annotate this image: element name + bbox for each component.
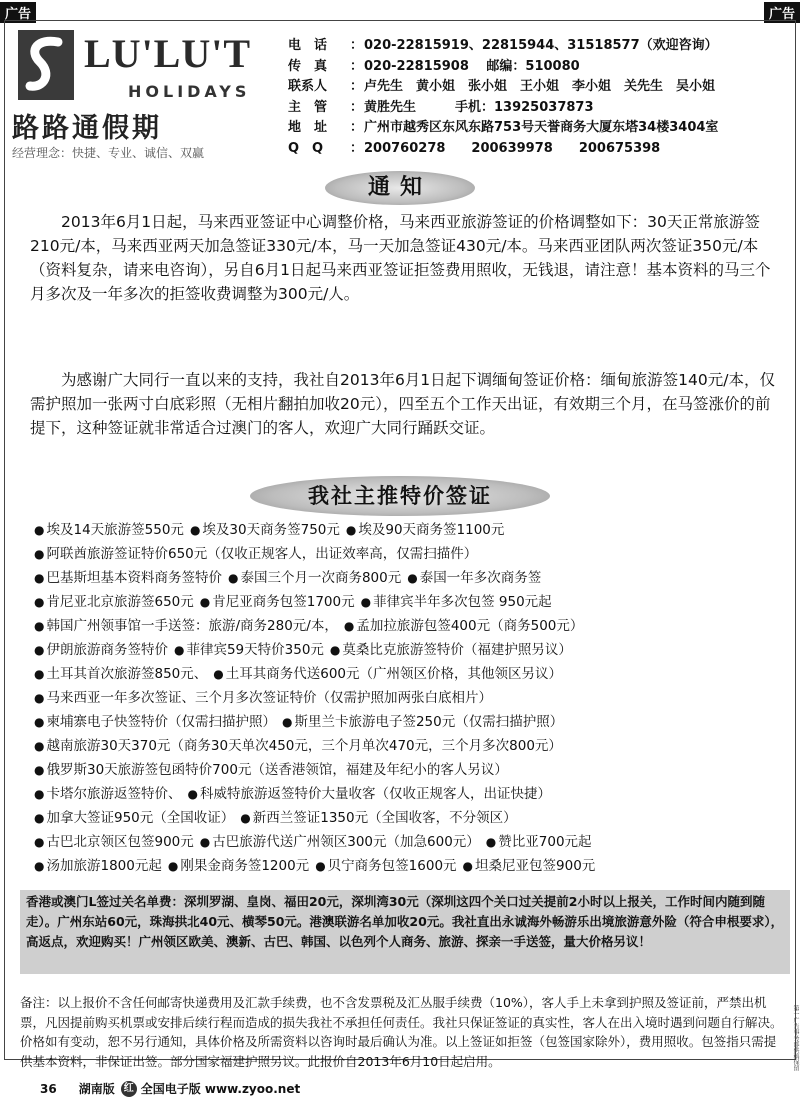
special-visa-item: 汤加旅游1800元起 [46,858,162,874]
special-visa-item: 泰国一年多次商务签 [419,570,542,586]
special-visa-item: 肯尼亚商务包签1700元 [212,594,355,610]
special-visa-item: 坦桑尼亚包签900元 [475,858,596,874]
special-visa-item: 埃及14天旅游签550元 [46,522,184,538]
special-visa-line [34,830,790,854]
special-visa-item: 俄罗斯30天旅游签包函特价700元（送香港领馆，福建及年纪小的客人另议） [46,762,508,778]
bullet-icon: ● [34,619,45,633]
special-visa-item: 伊朗旅游商务签特价 [46,642,168,658]
notice-banner: 通知 [325,171,475,205]
bullet-icon: ● [173,643,185,657]
bullet-icon: ● [34,571,45,585]
logo-name: LU'LU'T [84,31,252,76]
remarks: 备注：以上报价不含任何邮寄快递费用及汇款手续费，也不含发票税及汇丛服手续费（10%），客人手上未拿到护照及签证前，严禁出机票，凡因提前购买机票或安排后续行程而造成的损失我社不承担任何责任。我社只保证签证的真实性，客人在出入境时遇到问题自行解决。价格如有变动，恕不另行通知，具体价格及所需资料以咨询时最后确认为准。以上签证如拒签（包签国家除外），费用照收。包签指只需提供基本资料，非保证出签。部分国家福建护照另议。此报价自2013年6月10日起启用。 [20,995,783,1069]
bullet-icon: ● [187,787,198,801]
bullet-icon: ● [34,835,45,849]
company-logo [10,26,272,166]
logo-s-mark-icon [18,30,74,100]
special-visa-line [34,758,790,782]
bullet-icon: ● [34,643,45,657]
notice-paragraph-myanmar: 为感谢广大同行一直以来的支持，我社自2013年6月1日起下调缅甸签证价格：缅甸旅游签140元/本，仅需护照加一张两寸白底彩照（无相片翻拍加收20元），四至五个工作天出证，有效期三个月，在马签涨价的前提下，这种签证就非常适合过澳门的客人，欢迎广大同行踊跃交证。 [30,371,775,437]
bullet-icon: ● [199,595,211,609]
special-visa-item: 阿联酋旅游签证特价650元（仅收正规客人，出证效率高，仅需扫描件） [46,546,478,562]
bullet-icon: ● [34,547,45,561]
bullet-icon: ● [345,523,357,537]
special-visa-item: 古巴旅游代送广州领区300元（加急600元） [212,834,480,850]
bullet-icon: ● [360,595,372,609]
special-visa-line [34,686,790,710]
special-visa-line [34,566,790,590]
bullet-icon: ● [34,691,45,705]
special-visa-item: 土耳其商务代送600元（广州领区价格，其他领区另议） [225,666,563,682]
special-visa-item: 孟加拉旅游包签400元（商务500元） [356,618,584,634]
bullet-icon: ● [343,619,355,633]
contact-row: 地 址 ： 广州市越秀区东风东路753号天誉商务大厦东塔34楼3404室 [288,120,719,135]
special-visa-item: 柬埔寨电子快签特价（仅需扫描护照） [46,714,276,730]
contact-row: 电 话 ： 020-22815919、22815944、31518577（欢迎咨询） [288,38,718,53]
bullet-icon: ● [485,835,497,849]
special-visa-item: 赞比亚700元起 [498,834,592,850]
contact-row: 主 管 ： 黄胜先生 手机：13925037873 [288,99,594,115]
special-visa-item: 埃及30天商务签750元 [202,522,340,538]
special-visa-item: 贝宁商务包签1600元 [327,858,457,874]
special-visa-line [34,518,790,542]
special-visa-line [34,806,790,830]
special-visa-line [34,590,790,614]
bullet-icon: ● [34,667,45,681]
page-number: 36 [40,1081,57,1096]
special-visa-item: 肯尼亚北京旅游签650元 [46,594,194,610]
bullet-icon: ● [167,859,179,873]
logo-subtitle: HOLIDAYS [128,82,251,101]
side-vertical-text: 第一广告事务部供稿保留 [792,1005,799,1071]
special-visa-item: 斯里兰卡旅游电子签250元（仅需扫描护照） [294,714,564,730]
bullet-icon: ● [189,523,201,537]
logo-chinese-name: 路路通假期 [12,113,162,144]
special-visa-item: 古巴北京领区包签900元 [46,834,194,850]
special-visa-item: 卡塔尔旅游返签特价、 [46,786,182,802]
special-visa-line [34,710,790,734]
bullet-icon: ● [34,523,45,537]
bullet-icon: ● [227,571,239,585]
special-visa-item: 泰国三个月一次商务800元 [240,570,402,586]
special-visa-item: 埃及90天商务签1100元 [358,522,505,538]
bullet-icon: ● [281,715,293,729]
website-label: 全国电子版 www.zyoo.net [140,1082,301,1096]
edition-label: 湖南版 [78,1082,115,1096]
special-visa-item: 马来西亚一年多次签证、三个月多次签证特价（仅需护照加两张白底相片） [46,690,492,706]
bullet-icon: ● [34,715,45,729]
contact-info [288,36,788,159]
special-visa-line [34,854,790,878]
special-visa-line [34,782,790,806]
bullet-icon: ● [329,643,341,657]
special-visa-list [34,518,790,878]
bullet-icon: ● [407,571,418,585]
hk-macau-info-box: 香港或澳门L签过关名单费：深圳罗湖、皇岗、福田20元，深圳湾30元（深圳这四个关口过关提前2小时以上报关，工作时间内随到随走）。广州东站60元，珠海拱北40元、横琴50元。港澳联游名单加收20元。我社直出永诚海外畅游乐出境旅游意外险（符合申根要求），高返点，欢迎购买！广州领区欧美、澳新、古巴、韩国、以色列个人商务、旅游、探亲一手送签，量大价格另议！ [20,890,790,974]
special-visa-line [34,614,790,638]
special-visa-item: 菲律宾59天特价350元 [186,642,324,658]
special-visa-item: 菲律宾半年多次包签 950元起 [373,594,552,610]
page-footer [40,1080,300,1097]
notice-paragraph-malaysia: 2013年6月1日起，马来西亚签证中心调整价格，马来西亚旅游签证的价格调整如下：30天正常旅游签210元/本，马来西亚两天加急签证330元/本，马一天加急签证430元/本。马来西亚团队两次签证350元/本（资料复杂，请来电咨询），另自6月1日起马来西亚签证拒签费用照收，无钱退，请注意！基本资料的马三个月多次及一年多次的拒签收费调整为300元/人。 [30,213,771,303]
special-visa-line [34,542,790,566]
bullet-icon: ● [34,859,45,873]
special-visa-item: 土耳其首次旅游签850元、 [46,666,208,682]
special-visa-line [34,734,790,758]
business-tagline: 经营理念：快捷、专业、诚信、双赢 [12,146,205,160]
bullet-icon: ● [462,859,474,873]
bullet-icon: ● [34,763,45,777]
contact-row: 联系人 ： 卢先生 黄小姐 张小姐 王小姐 李小姐 关先生 吴小姐 [288,79,716,94]
special-visa-item: 越南旅游30天370元（商务30天单次450元，三个月单次470元，三个月多次800元） [46,738,562,754]
bullet-icon: ● [240,811,251,825]
red-badge-icon: 红 [121,1081,137,1097]
contact-row: 传 真 ： 020-22815908 邮编：510080 [288,58,580,74]
special-visa-item: 刚果金商务签1200元 [180,858,310,874]
bullet-icon: ● [34,787,45,801]
contact-row: Q Q ： 200760278 200639978 200675398 [288,140,661,156]
special-visa-line [34,638,790,662]
special-visa-item: 韩国广州领事馆一手送签：旅游/商务280元/本， [46,618,338,634]
special-visa-item: 莫桑比克旅游签特价（福建护照另议） [342,642,572,658]
bullet-icon: ● [199,835,211,849]
bullet-icon: ● [34,811,45,825]
special-visa-item: 加拿大签证950元（全国收证） [46,810,235,826]
special-visa-item: 科威特旅游返签特价大量收客（仅收正规客人，出证快捷） [199,786,551,802]
bullet-icon: ● [315,859,326,873]
ad-tag-left: 广告 [0,2,36,23]
special-visa-item: 新西兰签证1350元（全国收客，不分领区） [252,810,517,826]
bullet-icon: ● [34,595,45,609]
bullet-icon: ● [34,739,45,753]
special-visa-line [34,662,790,686]
bullet-icon: ● [213,667,224,681]
special-visa-item: 巴基斯坦基本资料商务签特价 [46,570,222,586]
special-visa-banner: 我社主推特价签证 [250,476,550,516]
ad-tag-right: 广告 [764,2,800,23]
